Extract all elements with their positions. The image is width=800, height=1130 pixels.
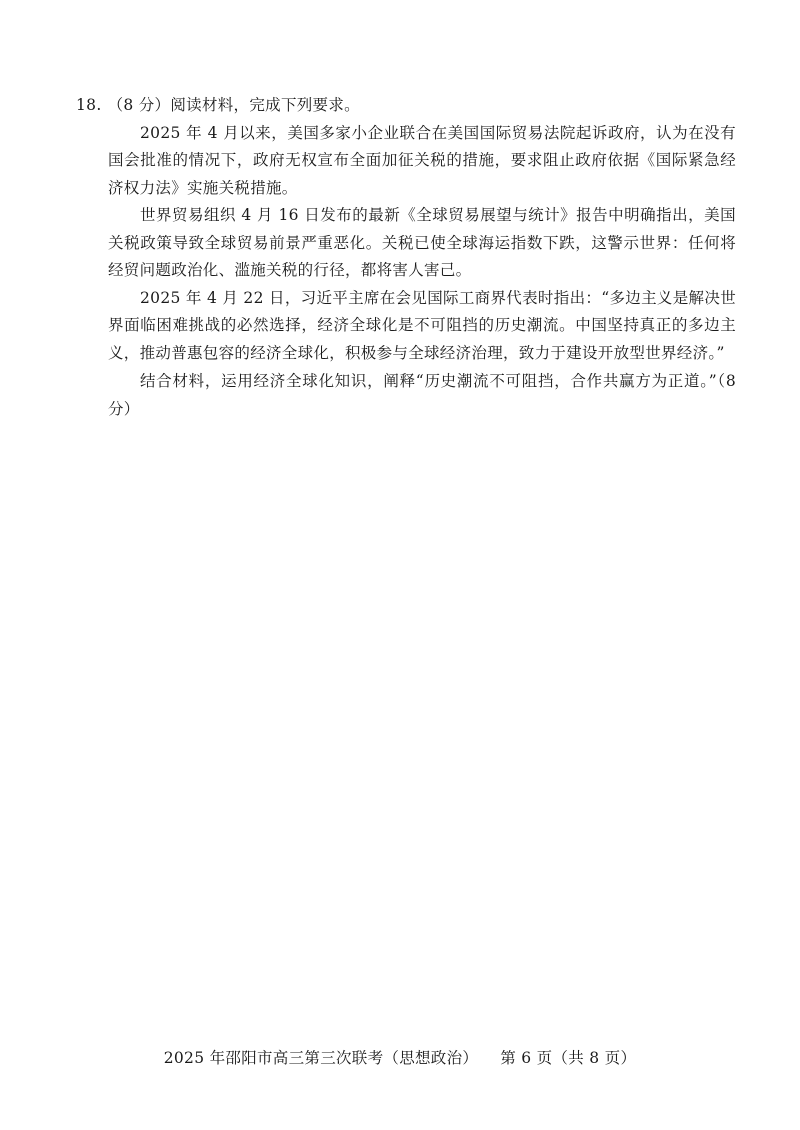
page-footer [0, 1046, 800, 1068]
exam-title: 2025 年邵阳市高三第三次联考（思想政治） [163, 1049, 479, 1067]
page-number: 第 6 页（共 8 页） [500, 1049, 637, 1067]
material-paragraph-1: 2025 年 4 月以来，美国多家小企业联合在美国国际贸易法院起诉政府，认为在没有国会批准的情况下，政府无权宣布全面加征关税的措施，要求阻止政府依据《国际紧急经济权力法》实施关税措施。 [108, 123, 736, 197]
question-header [76, 92, 736, 120]
question-instruction: （8 分）阅读材料，完成下列要求。 [107, 96, 360, 114]
material-paragraph-3: 2025 年 4 月 22 日，习近平主席在会见国际工商界代表时指出：“多边主义是解决世界面临困难挑战的必然选择，经济全球化是不可阻挡的历史潮流。中国坚持真正的多边主义，推动普惠包容的经济全球化，积极参与全球经济治理，致力于建设开放型世界经济。” [108, 288, 736, 362]
material-paragraph-2: 世界贸易组织 4 月 16 日发布的最新《全球贸易展望与统计》报告中明确指出，美国关税政策导致全球贸易前景严重恶化。关税已使全球海运指数下跌，这警示世界：任何将经贸问题政治化、滥施关税的行径，都将害人害己。 [108, 206, 736, 279]
question-18 [76, 92, 736, 423]
question-number: 18. [76, 96, 102, 114]
question-task: 结合材料，运用经济全球化知识，阐释“历史潮流不可阻挡，合作共赢方为正道。”（8 分） [108, 372, 736, 418]
